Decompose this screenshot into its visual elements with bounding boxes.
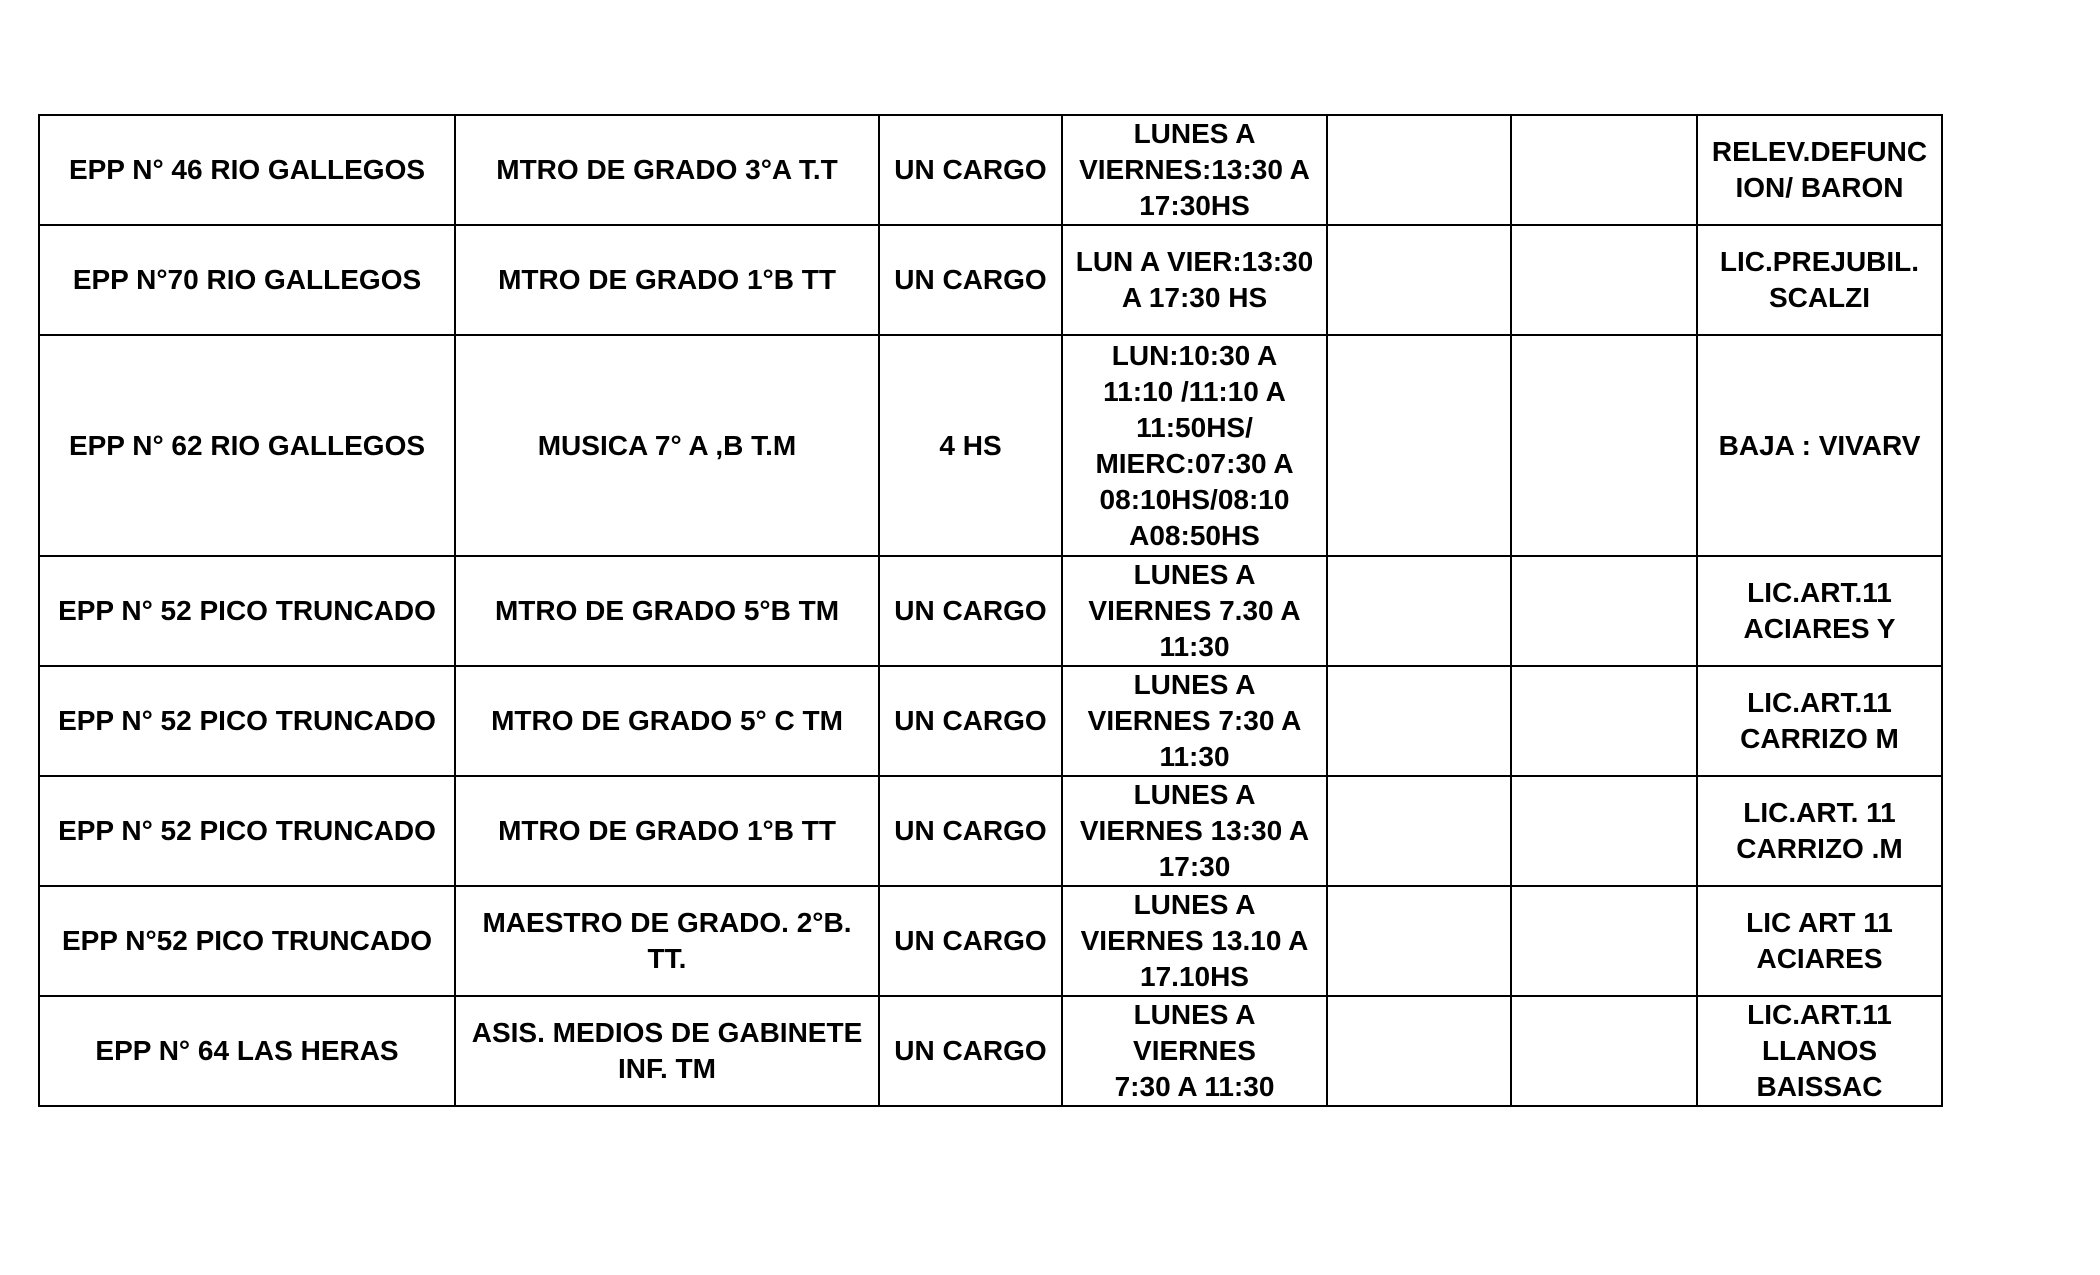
empty-cell [1511, 886, 1697, 996]
empty-cell [1511, 225, 1697, 335]
empty-cell [1327, 666, 1511, 776]
empty-cell [1511, 335, 1697, 556]
reason-cell: LIC.ART.11 CARRIZO M [1697, 666, 1942, 776]
table-row [39, 776, 1942, 886]
position-cell: MTRO DE GRADO 1°B TT [455, 776, 879, 886]
table-row [39, 666, 1942, 776]
reason-cell: LIC.ART.11 LLANOS BAISSAC [1697, 996, 1942, 1106]
schedule-cell: LUNES A VIERNES 7:30 A 11:30 [1062, 666, 1327, 776]
table-row [39, 556, 1942, 666]
schedule-cell: LUNES A VIERNES 7:30 A 11:30 [1062, 996, 1327, 1106]
schedule-cell: LUNES A VIERNES 13:30 A 17:30 [1062, 776, 1327, 886]
school-cell: EPP N°70 RIO GALLEGOS [39, 225, 455, 335]
load-cell: UN CARGO [879, 556, 1062, 666]
school-cell: EPP N° 52 PICO TRUNCADO [39, 666, 455, 776]
position-cell: MUSICA 7° A ,B T.M [455, 335, 879, 556]
position-cell: MTRO DE GRADO 5° C TM [455, 666, 879, 776]
empty-cell [1327, 225, 1511, 335]
school-cell: EPP N° 64 LAS HERAS [39, 996, 455, 1106]
empty-cell [1327, 996, 1511, 1106]
schedule-cell: LUNES A VIERNES 7.30 A 11:30 [1062, 556, 1327, 666]
schedule-cell: LUNES A VIERNES:13:30 A 17:30HS [1062, 115, 1327, 225]
position-cell: MTRO DE GRADO 3°A T.T [455, 115, 879, 225]
load-cell: 4 HS [879, 335, 1062, 556]
schedule-cell: LUNES A VIERNES 13.10 A 17.10HS [1062, 886, 1327, 996]
empty-cell [1327, 115, 1511, 225]
empty-cell [1327, 556, 1511, 666]
position-cell: MTRO DE GRADO 1°B TT [455, 225, 879, 335]
empty-cell [1511, 666, 1697, 776]
school-cell: EPP N° 62 RIO GALLEGOS [39, 335, 455, 556]
table-row [39, 225, 1942, 335]
position-cell: MTRO DE GRADO 5°B TM [455, 556, 879, 666]
reason-cell: LIC.ART. 11 CARRIZO .M [1697, 776, 1942, 886]
table-row [39, 115, 1942, 225]
reason-cell: BAJA : VIVARV [1697, 335, 1942, 556]
position-cell: ASIS. MEDIOS DE GABINETE INF. TM [455, 996, 879, 1106]
table-row [39, 886, 1942, 996]
load-cell: UN CARGO [879, 225, 1062, 335]
reason-cell: RELEV.DEFUNC ION/ BARON [1697, 115, 1942, 225]
load-cell: UN CARGO [879, 666, 1062, 776]
schedule-cell: LUN:10:30 A 11:10 /11:10 A 11:50HS/ MIERC:07:30 A 08:10HS/08:10 A08:50HS [1062, 335, 1327, 556]
table-row [39, 335, 1942, 556]
schedule-cell: LUN A VIER:13:30 A 17:30 HS [1062, 225, 1327, 335]
load-cell: UN CARGO [879, 996, 1062, 1106]
position-cell: MAESTRO DE GRADO. 2°B. TT. [455, 886, 879, 996]
empty-cell [1327, 335, 1511, 556]
load-cell: UN CARGO [879, 776, 1062, 886]
school-cell: EPP N°52 PICO TRUNCADO [39, 886, 455, 996]
load-cell: UN CARGO [879, 115, 1062, 225]
reason-cell: LIC ART 11 ACIARES [1697, 886, 1942, 996]
school-cell: EPP N° 52 PICO TRUNCADO [39, 776, 455, 886]
empty-cell [1511, 556, 1697, 666]
empty-cell [1327, 886, 1511, 996]
load-cell: UN CARGO [879, 886, 1062, 996]
document-sheet [38, 114, 1943, 1107]
empty-cell [1511, 776, 1697, 886]
reason-cell: LIC.PREJUBIL. SCALZI [1697, 225, 1942, 335]
empty-cell [1327, 776, 1511, 886]
reason-cell: LIC.ART.11 ACIARES Y [1697, 556, 1942, 666]
school-cell: EPP N° 52 PICO TRUNCADO [39, 556, 455, 666]
vacancy-table [38, 114, 1943, 1107]
empty-cell [1511, 996, 1697, 1106]
school-cell: EPP N° 46 RIO GALLEGOS [39, 115, 455, 225]
empty-cell [1511, 115, 1697, 225]
table-row [39, 996, 1942, 1106]
